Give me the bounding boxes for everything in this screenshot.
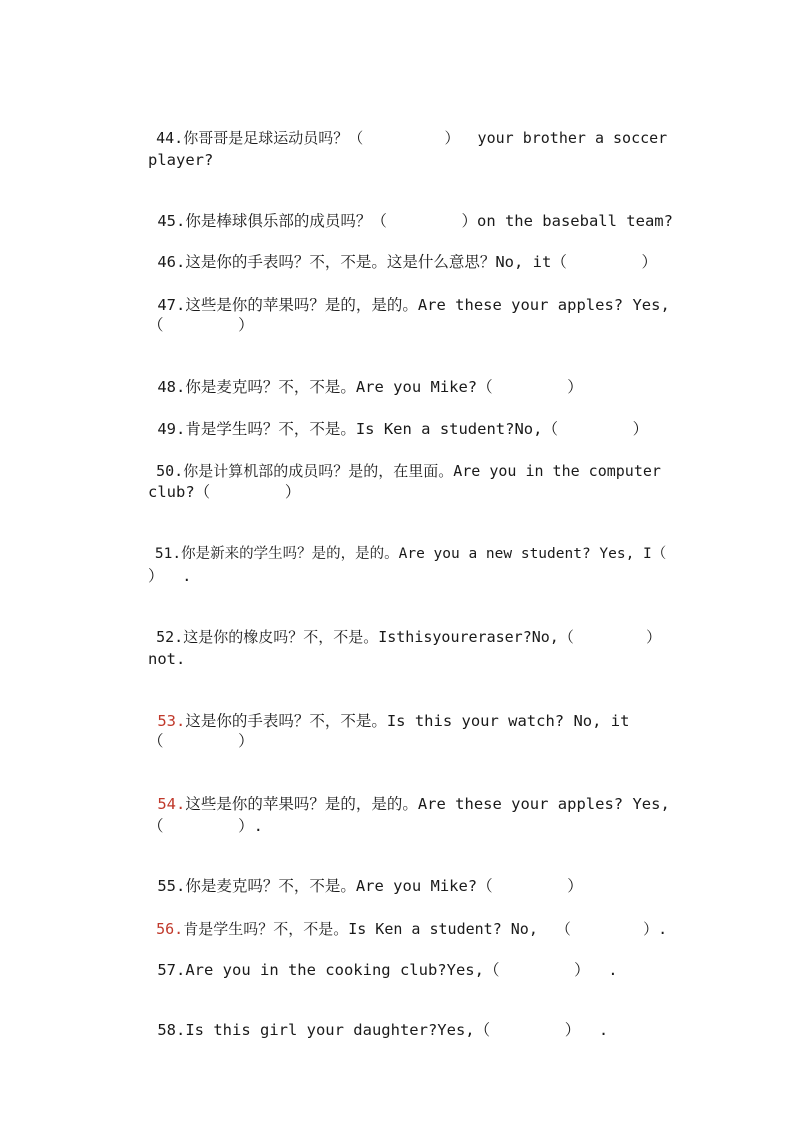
question-53-continuation: （ ） xyxy=(148,732,254,750)
question-text: 这是你的手表吗？不，不是。这是什么意思？No, it（ ） xyxy=(185,253,657,271)
question-57 xyxy=(120,940,618,1000)
question-text: 这些是你的苹果吗？是的，是的。Are these your apples? Yes, xyxy=(185,795,670,813)
question-text: 这是你的手表吗？不，不是。Is this your watch? No, it xyxy=(185,712,630,730)
question-number: 56. xyxy=(156,920,184,938)
question-number: 57. xyxy=(157,961,186,979)
question-51-continuation: ） . xyxy=(148,567,192,585)
question-number: 49. xyxy=(157,420,186,438)
question-number: 53. xyxy=(157,712,186,730)
question-52 xyxy=(120,607,661,667)
question-50-continuation: club?（ ） xyxy=(148,483,301,501)
question-text: 你是麦克吗？不，不是。Are you Mike?（ ） xyxy=(185,877,583,895)
question-text: 这是你的橡皮吗？不，不是。Isthisyoureraser?No,（ ） xyxy=(183,628,662,646)
question-text: 这些是你的苹果吗？是的，是的。Are these your apples? Yes, xyxy=(185,296,670,314)
question-number: 46. xyxy=(157,253,186,271)
question-54-continuation: （ ）. xyxy=(148,817,263,835)
question-58 xyxy=(120,1000,608,1060)
question-text: 肯是学生吗？不，不是。Is Ken a student? No, （ ）. xyxy=(183,920,668,938)
question-number: 54. xyxy=(157,795,186,813)
question-51 xyxy=(120,524,666,584)
question-47-continuation: （ ） xyxy=(148,316,254,334)
question-text: Is this girl your daughter?Yes,（ ） . xyxy=(185,1021,609,1039)
question-text: 你是新来的学生吗？是的，是的。Are you a new student? Yes, I（ xyxy=(181,546,667,562)
question-text: 你是计算机部的成员吗？是的，在里面。Are you in the computer xyxy=(183,462,661,480)
question-text: 你哥哥是足球运动员吗？（ ） your brother a soccer xyxy=(183,129,668,147)
question-44-continuation: player? xyxy=(148,151,214,169)
question-52-continuation: not. xyxy=(148,650,186,668)
question-number: 52. xyxy=(156,628,184,646)
question-number: 51. xyxy=(154,546,182,562)
question-number: 45. xyxy=(157,212,186,230)
question-text: Are you in the cooking club?Yes,（ ） . xyxy=(185,961,618,979)
question-number: 44. xyxy=(156,129,184,147)
question-number: 55. xyxy=(157,877,186,895)
question-number: 47. xyxy=(157,296,186,314)
question-text: 你是麦克吗？不，不是。Are you Mike?（ ） xyxy=(185,378,583,396)
question-number: 48. xyxy=(157,378,186,396)
question-text: 肯是学生吗？不，不是。Is Ken a student?No,（ ） xyxy=(185,420,649,438)
question-text: 你是棒球俱乐部的成员吗？（ ）on the baseball team? xyxy=(185,212,673,230)
question-number: 58. xyxy=(157,1021,186,1039)
question-number: 50. xyxy=(156,462,184,480)
